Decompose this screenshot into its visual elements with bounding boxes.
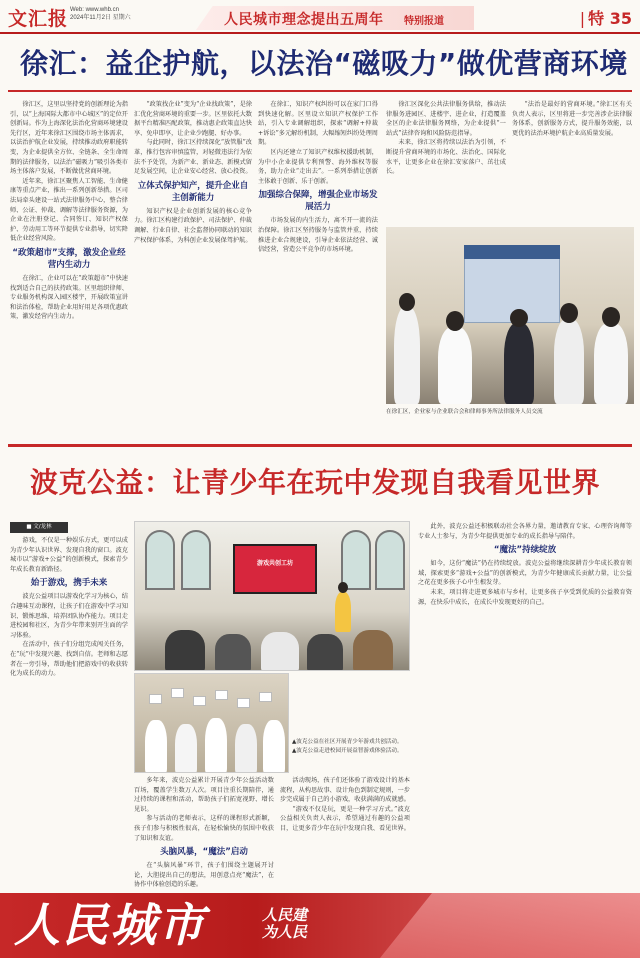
footer-banner xyxy=(0,893,640,958)
footer-title: 人民城市 xyxy=(14,898,206,952)
audience-figure xyxy=(215,634,251,671)
page-label: 特 xyxy=(588,9,605,28)
paragraph: 徐汇区，这里以坚持党的创新理论为指引，以“上海国际大都市中心城区”的定位开创新局。作为上海深化法治化营商环境建设先行区，近年来徐汇区围绕市场主体需求，以法治护航企业发展，持续推动政府职能转变，为企业提供全方位、全链条、全生命周期的法律服务，以法治“磁吸力”吸引各类市场主体落户发展，不断做优营商环境。 xyxy=(10,101,128,176)
paragraph: 与此同时，徐汇区持续深化“放管服”改革，推行包容审慎监管，对轻微违法行为依法不予处罚，为新产业、新业态、新模式留足发展空间，让企业安心经营、放心投资。 xyxy=(134,139,252,176)
person-head xyxy=(399,293,415,311)
photo-caption: ▲波克公益在社区开展青少年游戏共创活动。 xyxy=(292,739,403,745)
footer-slogan xyxy=(262,907,307,941)
masthead-site: Web: www.whb.cn xyxy=(70,7,119,13)
article2-subhead-1: 始于游戏，携手未来 xyxy=(30,578,108,589)
paragraph: 市场发展的内生活力，离不开一流的法治保障。徐汇区坚持服务与监管并重，持续推进企业合规建设，引导企业依法经营、诚信经营，营造公平竞争的市场环境。 xyxy=(258,217,378,254)
person-figure xyxy=(504,323,534,404)
paragraph: 此外，波克公益还积极联动社会各界力量，邀请教育专家、心理咨询师等专业人士参与，为青少年提供更加专业的成长指导与陪伴。 xyxy=(418,523,632,540)
article1-subhead-3: 加强综合保障，增强企业市场发展活力 xyxy=(258,190,378,213)
held-card xyxy=(171,688,184,698)
student-figure xyxy=(235,724,257,773)
page-separator-icon: | xyxy=(579,9,586,28)
article2-column-2 xyxy=(134,776,274,888)
paragraph: 参与活动的老师表示，这样的课程形式新颖，孩子们参与积极性很高，在轻松愉快的氛围中收获了知识和友谊。 xyxy=(134,815,274,842)
article1-column-5 xyxy=(512,100,632,224)
person-head xyxy=(446,311,464,331)
article2-photo-secondary xyxy=(134,673,289,773)
audience-figure xyxy=(261,632,299,671)
held-card xyxy=(215,690,228,700)
person-figure xyxy=(594,323,628,404)
paragraph: “法治是最好的营商环境。”徐汇区有关负责人表示，区里将进一步完善涉企法律服务体系，创新服务方式，提升服务效能，以更优的法治环境护航企业高质量发展。 xyxy=(512,101,632,137)
article2-byline: ■ 文/龙林 xyxy=(10,522,68,533)
masthead-date: 2024年11月2日 星期六 xyxy=(70,15,131,21)
banner-title: 人民城市理念提出五周年 xyxy=(224,12,384,28)
article1-column-1 xyxy=(10,100,128,440)
student-figure xyxy=(145,720,167,773)
article2-photo-captions xyxy=(292,738,412,756)
person-figure xyxy=(438,327,472,404)
special-report-banner xyxy=(196,6,474,30)
audience-figure xyxy=(307,634,343,671)
paragraph: 区内还建立了知识产权维权援助机制，为中小企业提供专利预警、海外维权等服务，助力企业“走出去”。一系列举措让创新主体敢于创新、乐于创新。 xyxy=(258,148,378,185)
paragraph: 在徐汇，知识产权纠纷可以在家门口得到快速化解。区里设立知识产权保护工作站，引入专业调解组织，探索“调解+仲裁+诉讼”多元解纷机制，大幅缩短纠纷处理周期。 xyxy=(258,101,378,147)
article1-subhead-1: “政策超市”支撑，激发企业经营内生动力 xyxy=(12,247,126,270)
arched-window xyxy=(145,530,175,590)
paragraph: 未来，徐汇区将持续以法治为引领，不断提升营商环境的市场化、法治化、国际化水平，让更多企业在徐汇安家落户、茁壮成长。 xyxy=(386,139,506,176)
article1-column-2 xyxy=(134,100,252,440)
presenter-figure xyxy=(335,592,351,632)
article1-column-4 xyxy=(386,100,506,224)
article2-column-4 xyxy=(418,522,632,888)
article2-column-1 xyxy=(10,536,128,886)
paragraph: 活动现场，孩子们还体验了游戏设计的基本流程，从构思故事、设计角色到制定规则，一步步完成属于自己的小游戏，收获满满的成就感。 xyxy=(280,777,410,804)
audience-figure xyxy=(353,630,393,671)
article1-photo-caption: 在徐汇区，企业家与企业联合会和律师事务所法律服务人员交流 xyxy=(386,409,543,415)
student-figure xyxy=(263,720,285,773)
banner-subtitle: 特别报道 xyxy=(404,16,444,27)
paragraph: 近年来，徐汇区聚焦人工智能、生命健康等重点产业，推出一系列创新举措。区司法局牵头建设一站式法律服务中心，整合律师、公证、仲裁、调解等法律服务资源，为企业在注册登记、合同签订、知识产权保护、劳动用工等环节提供专业指导，切实降低企业经营风险。 xyxy=(10,177,128,243)
display-board-header xyxy=(464,245,560,259)
page-number xyxy=(580,6,632,29)
paragraph: 波克公益项目以游戏化学习为核心，结合趣味互动课程，让孩子们在游戏中学习知识、锻炼思维、培养团队协作能力。项目走进校园和社区，为青少年带来别开生面的学习体验。 xyxy=(10,593,128,639)
paragraph: 未来，项目将走进更多城市与乡村，让更多孩子享受到优质的公益教育资源，在快乐中成长，在成长中发现更好的自己。 xyxy=(418,588,632,606)
article1-subhead-2: 立体式保护知产，提升企业自主创新能力 xyxy=(137,180,249,203)
arched-window xyxy=(341,530,371,590)
held-card xyxy=(149,694,162,704)
student-figure xyxy=(175,724,197,773)
paragraph: “政策找企业”变为“企业找政策”，是徐汇优化营商环境的重要一步。区里依托大数据平台精准匹配政策，推动惠企政策直达快享、免申即享，让企业少跑腿、好办事。 xyxy=(134,101,252,137)
footer-slogan-line: 人民建 xyxy=(262,906,308,924)
paragraph: “游戏不仅是玩，更是一种学习方式。”波克公益相关负责人表示，希望通过有趣的公益项目，让更多青少年在玩中发现自我、看见世界。 xyxy=(280,805,410,832)
held-card xyxy=(259,692,272,702)
presentation-screen-title: 游戏共创工坊 xyxy=(256,560,293,567)
page-number-value: 35 xyxy=(609,9,632,28)
presentation-screen xyxy=(233,544,317,594)
photo-caption: ▲波克公益走进校园开展益智游戏体验活动。 xyxy=(292,748,403,754)
newspaper-logo: 文汇报 xyxy=(8,8,69,30)
held-card xyxy=(237,698,250,708)
student-figure xyxy=(205,718,227,773)
paragraph: 如今，这份“魔法”仍在持续绽放。波克公益将继续深耕青少年成长教育领域，探索更多“游戏+公益”的创新模式，为青少年健康成长贡献力量，让公益之花在更多孩子心中生根发芽。 xyxy=(418,560,632,587)
paragraph: 多年来，波克公益累计开展青少年公益活动数百场，覆盖学生数万人次。项目注重长期陪伴，通过持续的课程和活动，帮助孩子们拓宽视野、增长见识。 xyxy=(134,777,274,813)
article2-headline: 波克公益：让青少年在玩中发现自我看见世界 xyxy=(30,466,601,499)
person-head xyxy=(560,303,578,323)
paragraph: 知识产权是企业创新发展的核心竞争力。徐汇区构建行政保护、司法保护、仲裁调解、行业自律、社会监督协同联动的知识产权保护体系，为科创企业发展保驾护航。 xyxy=(134,207,252,244)
divider xyxy=(8,90,632,92)
article1-headline: 徐汇：益企护航，以法治“磁吸力”做优营商环境 xyxy=(20,47,628,80)
paragraph: 在徐汇，企业可以在“政策超市”中快速找到适合自己的扶持政策。区里组织律师、专业服务机构深入园区楼宇，开展政策宣讲和法治体检，帮助企业用好用足各项优惠政策，激发经营内生动力。 xyxy=(10,274,128,321)
audience-figure xyxy=(165,630,205,671)
paragraph: 徐汇区深化公共法律服务供给，推动法律服务进园区、进楼宇、进企业，打造覆盖全区的企业法律服务网络，为企业提供“一站式”法律咨询和风险防范指导。 xyxy=(386,101,506,137)
article2-photo-main xyxy=(134,521,410,671)
footer-slogan-line: 为人民 xyxy=(262,923,308,941)
paragraph: 游戏，不仅是一种娱乐方式，更可以成为青少年认识世界、发现自我的窗口。波克城市以“游戏+公益”的创新模式，探索青少年成长教育新路径。 xyxy=(10,537,128,573)
person-head xyxy=(338,582,348,593)
article1-photo xyxy=(386,227,634,404)
article2-subhead-3: “魔法”持续绽放 xyxy=(493,545,557,556)
paragraph: 在活动中，孩子们分组完成闯关任务，在“玩”中发现兴趣、找到自信。老师和志愿者在一旁引导，帮助他们把游戏中的收获转化为成长的动力。 xyxy=(10,641,128,678)
arched-window xyxy=(375,530,405,590)
paragraph: 在“头脑风暴”环节，孩子们围绕主题展开讨论，大胆提出自己的想法，用创意点亮“魔法”，在协作中体验创造的乐趣。 xyxy=(134,862,274,888)
person-figure xyxy=(554,319,584,404)
divider xyxy=(8,444,632,447)
masthead xyxy=(0,0,640,34)
person-head xyxy=(602,307,620,327)
held-card xyxy=(193,696,206,706)
person-head xyxy=(510,309,528,327)
arched-window xyxy=(181,530,211,590)
article2-column-3 xyxy=(280,776,410,888)
footer-decoration xyxy=(380,893,640,958)
masthead-info xyxy=(70,6,190,22)
article2-subhead-2: 头脑风暴，“魔法”启动 xyxy=(160,847,248,858)
article1-column-3 xyxy=(258,100,378,440)
person-figure xyxy=(394,307,420,404)
